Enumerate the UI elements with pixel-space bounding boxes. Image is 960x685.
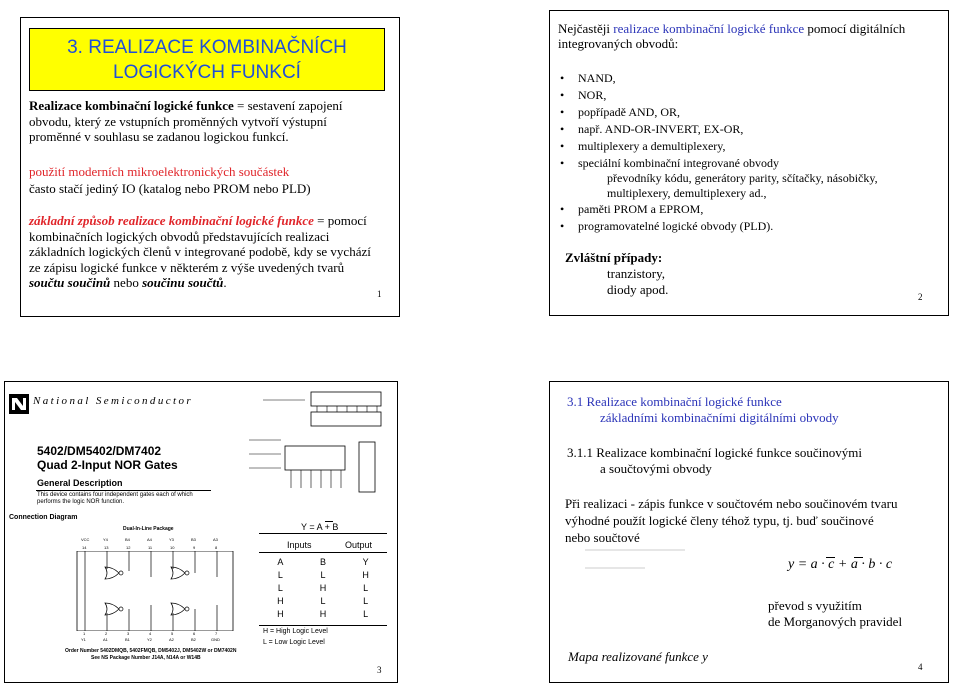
pin-label: A2 bbox=[169, 637, 174, 642]
table-rule bbox=[259, 552, 387, 553]
table-rule bbox=[259, 533, 387, 534]
pin-number: 10 bbox=[170, 545, 175, 550]
overline bbox=[325, 521, 333, 522]
brand-name: National Semiconductor bbox=[33, 395, 194, 407]
pin-number: 12 bbox=[126, 545, 131, 550]
list-item: • speciální kombinační integrované obvody bbox=[560, 156, 779, 171]
product-of-sums: součinu součtů bbox=[142, 275, 224, 290]
pin-label: B1 bbox=[125, 637, 130, 642]
modern-heading: použití moderních mikroelektronických součástek bbox=[29, 164, 290, 179]
device-name: Quad 2-Input NOR Gates bbox=[37, 458, 178, 472]
table-row: H H L bbox=[277, 608, 369, 619]
paragraph-line-1: Při realizaci - zápis funkce v součtovém nebo součinovém tvaru bbox=[565, 496, 898, 511]
list-item: • NAND, bbox=[560, 71, 616, 86]
output-header: Output bbox=[345, 540, 373, 550]
definition-term: Realizace kombinační logické funkce bbox=[29, 98, 234, 113]
pin-label: B4 bbox=[125, 537, 130, 542]
connection-diagram-heading: Connection Diagram bbox=[9, 514, 78, 521]
pin-label: B3 bbox=[191, 537, 196, 542]
subsection-heading: 3.1.1 Realizace kombinační logické funkce součinovými bbox=[567, 445, 862, 460]
page-number: 3 bbox=[377, 665, 382, 675]
part-number: 5402/DM5402/DM7402 bbox=[37, 444, 162, 458]
pin-label: GND bbox=[211, 637, 220, 642]
list-item: • multiplexery a demultiplexery, bbox=[560, 139, 726, 154]
page-number: 4 bbox=[918, 662, 923, 672]
list-item: • paměti PROM a EPROM, bbox=[560, 202, 703, 217]
package-drawing bbox=[245, 384, 395, 502]
pin-number: 5 bbox=[171, 631, 174, 636]
bottom-pin-labels bbox=[75, 637, 235, 645]
divider bbox=[36, 490, 211, 491]
table-row: L L H bbox=[277, 569, 369, 580]
sum-of-products: součtu součinů bbox=[29, 275, 111, 290]
legend-low: L = Low Logic Level bbox=[263, 639, 325, 646]
paragraph-line-3: nebo součtové bbox=[565, 530, 640, 545]
table-rule bbox=[259, 625, 387, 626]
pin-number: 11 bbox=[148, 545, 153, 550]
slide-title bbox=[29, 28, 385, 91]
page-number: 1 bbox=[377, 289, 382, 299]
column-header: Y bbox=[362, 556, 369, 567]
title-line-2: LOGICKÝCH FUNKCÍ bbox=[113, 62, 301, 83]
sub-line-2: multiplexery, demultiplexery ad., bbox=[607, 186, 767, 200]
equation: Y = A + B bbox=[301, 522, 339, 532]
definition-text: = sestavení zapojení obvodu, který ze vstupních proměnných vytvoří výstupní proměnné v souhlasu se zadanou logickou funkcí. bbox=[29, 98, 343, 144]
intro-blue: realizace kombinační logické funkce bbox=[613, 21, 805, 36]
list-item: • popřípadě AND, OR, bbox=[560, 105, 680, 120]
table-row: L H L bbox=[277, 582, 369, 593]
column-header: A bbox=[277, 556, 284, 567]
pin-label: B2 bbox=[191, 637, 196, 642]
subsection-heading-2: a součtovými obvody bbox=[600, 461, 712, 476]
column-header: B bbox=[319, 556, 326, 567]
title-line-1: 3. REALIZACE KOMBINAČNÍCH bbox=[67, 37, 347, 58]
connection-diagram bbox=[75, 537, 235, 645]
end-dot: . bbox=[223, 275, 227, 290]
pin-number: 6 bbox=[193, 631, 196, 636]
map-caption: Mapa realizované funkce y bbox=[568, 649, 708, 664]
section-heading: 3.1 Realizace kombinační logické funkce bbox=[567, 394, 782, 409]
pin-label: Y1 bbox=[81, 637, 86, 642]
slide-4 bbox=[549, 381, 949, 683]
pin-label: Y3 bbox=[169, 537, 174, 542]
special-heading: Zvláštní případy: bbox=[565, 250, 663, 265]
section-heading-2: základními kombinačními digitálními obvody bbox=[600, 410, 839, 425]
list-item: • NOR, bbox=[560, 88, 606, 103]
order-number-line-1: Order Number 5402DMQB, 5402FMQB, DM5402J, DM5402W or DM7402N bbox=[65, 648, 237, 654]
pin-number: 7 bbox=[215, 631, 218, 636]
basic-term: základní způsob realizace kombinační logické funkce bbox=[29, 213, 314, 228]
intro-paragraph bbox=[558, 21, 938, 51]
legend-high: H = High Logic Level bbox=[263, 628, 328, 635]
special-item-2: diody apod. bbox=[607, 282, 669, 297]
slide-3 bbox=[4, 381, 398, 683]
page-number: 2 bbox=[918, 292, 923, 302]
intro-a: Nejčastěji bbox=[558, 21, 614, 36]
pin-number: 2 bbox=[105, 631, 108, 636]
top-pin-labels bbox=[75, 537, 235, 545]
basic-paragraph bbox=[29, 213, 379, 291]
pin-number: 1 bbox=[83, 631, 86, 636]
nor-gates-schematic bbox=[75, 551, 235, 631]
pin-number: 8 bbox=[215, 545, 218, 550]
pin-number: 9 bbox=[193, 545, 196, 550]
overline bbox=[826, 557, 835, 558]
sub-line-1: převodníky kódu, generátory parity, sčítačky, násobičky, bbox=[607, 171, 878, 185]
pin-number: 13 bbox=[104, 545, 109, 550]
intro-b: pomocí digitálních integrovaných obvodů: bbox=[558, 21, 906, 51]
pin-label: A3 bbox=[213, 537, 218, 542]
general-description-heading: General Description bbox=[37, 478, 123, 488]
basic-text: = pomocí kombinačních logických obvodů představujících realizaci základních logických členů v integrované podobě, kdy se vychází ze zápisu logické funkce v některém z výše uvedených tvarů bbox=[29, 213, 371, 275]
pin-number: 3 bbox=[127, 631, 130, 636]
pin-label: A4 bbox=[147, 537, 152, 542]
truth-table bbox=[259, 555, 387, 620]
overline bbox=[854, 557, 863, 558]
formula: y = a · c + a · b · c bbox=[788, 557, 893, 572]
conversion-line-2: de Morganových pravidel bbox=[768, 614, 903, 629]
general-description-line-1: This device contains four independent gates each of which bbox=[37, 492, 193, 498]
paragraph-line-2: výhodné použít logické členy téhož typu, tj. buď součinové bbox=[565, 513, 874, 528]
pin-number: 4 bbox=[149, 631, 152, 636]
karnaugh-map bbox=[565, 542, 695, 662]
or-word: nebo bbox=[110, 275, 143, 290]
inputs-header: Inputs bbox=[287, 540, 312, 550]
dil-package-label: Dual-In-Line Package bbox=[123, 526, 174, 532]
pin-label: A1 bbox=[103, 637, 108, 642]
order-number-line-2: See NS Package Number J14A, N14A or W14B bbox=[91, 655, 201, 661]
special-item-1: tranzistory, bbox=[607, 266, 665, 281]
slide-1 bbox=[20, 17, 400, 317]
list-item: • programovatelné logické obvody (PLD). bbox=[560, 219, 773, 234]
definition-paragraph bbox=[29, 98, 379, 145]
slide-2 bbox=[549, 10, 949, 316]
pin-label: Y4 bbox=[103, 537, 108, 542]
general-description-line-2: performs the logic NOR function. bbox=[37, 499, 125, 505]
pin-label: Y2 bbox=[147, 637, 152, 642]
list-item: • např. AND-OR-INVERT, EX-OR, bbox=[560, 122, 743, 137]
national-semiconductor-logo-icon bbox=[9, 394, 29, 414]
table-row: H L L bbox=[277, 595, 369, 606]
conversion-line-1: převod s využitím bbox=[768, 598, 862, 613]
modern-text: často stačí jediný IO (katalog nebo PROM nebo PLD) bbox=[29, 181, 311, 196]
pin-number: 14 bbox=[82, 545, 87, 550]
pin-label: VCC bbox=[81, 537, 90, 542]
table-row bbox=[259, 555, 387, 568]
